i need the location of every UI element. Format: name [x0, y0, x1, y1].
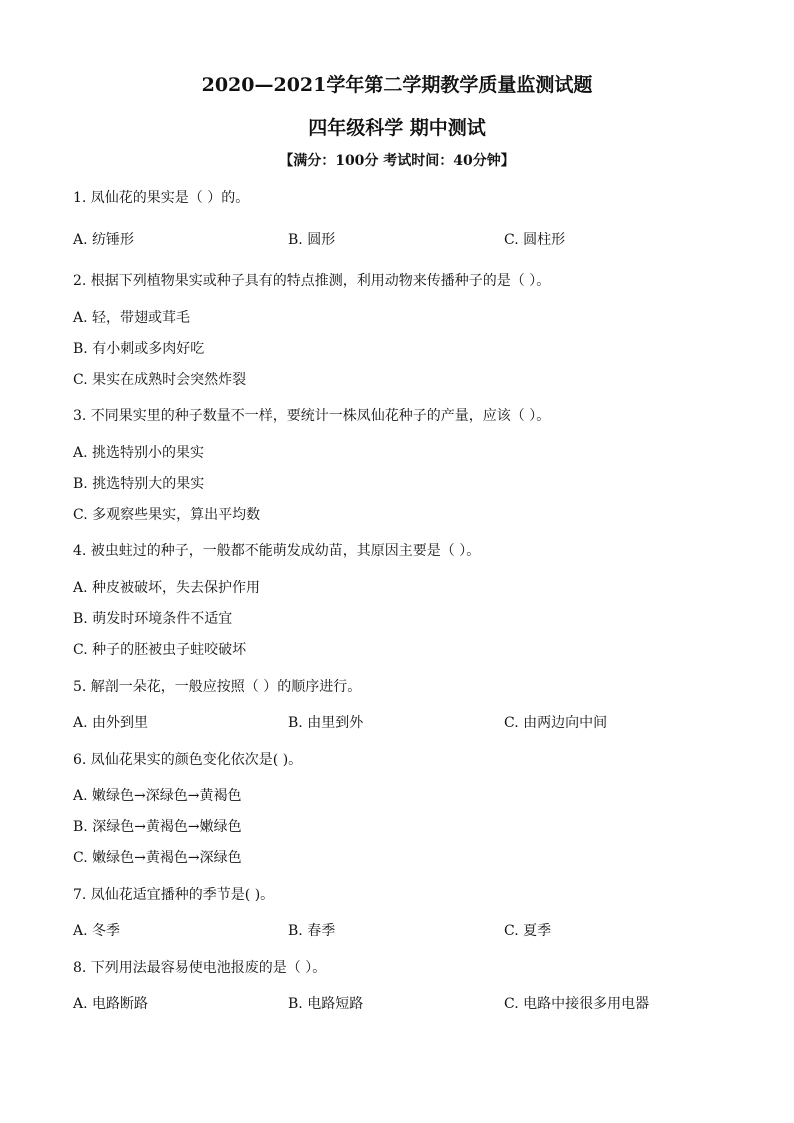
q8-option-b: B. 电路短路	[288, 996, 364, 1012]
q3-option-a: A. 挑选特别小的果实	[73, 445, 205, 461]
q8-option-c: C. 电路中接很多用电器	[504, 996, 650, 1012]
question-3: 3. 不同果实里的种子数量不一样，要统计一株凤仙花种子的产量，应该（ ）。	[73, 408, 551, 424]
question-5: 5. 解剖一朵花，一般应按照（ ）的顺序进行。	[73, 679, 362, 695]
q4-option-a: A. 种皮被破坏，失去保护作用	[73, 580, 261, 596]
question-4: 4. 被虫蛀过的种子，一般都不能萌发成幼苗，其原因主要是（ ）。	[73, 543, 481, 559]
q5-option-c: C. 由两边向中间	[504, 715, 608, 731]
question-6: 6. 凤仙花果实的颜色变化依次是( )。	[73, 752, 303, 768]
question-7: 7. 凤仙花适宜播种的季节是( )。	[73, 887, 275, 903]
q8-option-a: A. 电路断路	[73, 996, 149, 1012]
question-8: 8. 下列用法最容易使电池报废的是（ ）。	[73, 960, 327, 976]
q4-option-c: C. 种子的胚被虫子蛀咬破坏	[73, 642, 247, 658]
q2-option-a: A. 轻，带翅或茸毛	[73, 310, 191, 326]
page-subtitle: 四年级科学 期中测试	[308, 117, 486, 139]
q6-option-c: C. 嫩绿色→黄褐色→深绿色	[73, 850, 242, 866]
page-title: 2020—2021学年第二学期教学质量监测试题	[201, 74, 593, 96]
q2-option-c: C. 果实在成熟时会突然炸裂	[73, 372, 247, 388]
q5-option-a: A. 由外到里	[73, 715, 149, 731]
q1-option-c: C. 圆柱形	[504, 232, 566, 248]
q1-option-b: B. 圆形	[288, 232, 336, 248]
q5-option-b: B. 由里到外	[288, 715, 364, 731]
q6-option-b: B. 深绿色→黄褐色→嫩绿色	[73, 819, 242, 835]
q4-option-b: B. 萌发时环境条件不适宜	[73, 611, 233, 627]
q3-option-c: C. 多观察些果实，算出平均数	[73, 507, 261, 523]
exam-info: 【满分：100分 考试时间：40分钟】	[279, 153, 515, 169]
question-1: 1. 凤仙花的果实是（ ）的。	[73, 190, 250, 206]
q7-option-c: C. 夏季	[504, 923, 552, 939]
q6-option-a: A. 嫩绿色→深绿色→黄褐色	[73, 788, 242, 804]
q7-option-b: B. 春季	[288, 923, 336, 939]
q3-option-b: B. 挑选特别大的果实	[73, 476, 205, 492]
question-2: 2. 根据下列植物果实或种子具有的特点推测，利用动物来传播种子的是（ ）。	[73, 273, 551, 289]
q7-option-a: A. 冬季	[73, 923, 121, 939]
q1-option-a: A. 纺锤形	[73, 232, 135, 248]
q2-option-b: B. 有小刺或多肉好吃	[73, 341, 205, 357]
